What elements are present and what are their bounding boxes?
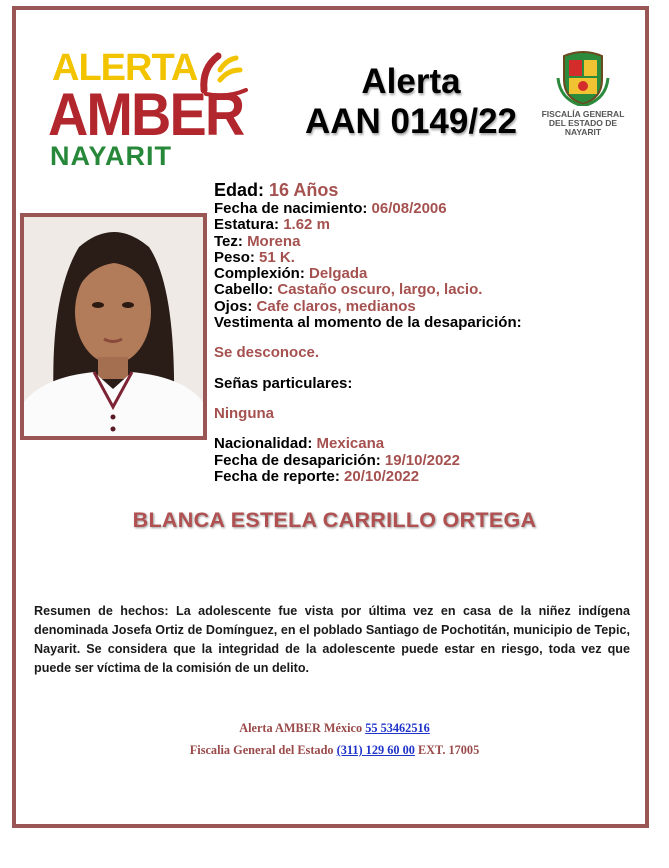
- crest-text: FISCALÍA GENERAL DEL ESTADO DE NAYARIT: [541, 109, 625, 137]
- detail-complexion: Complexión: Delgada: [214, 265, 368, 283]
- portrait-image: [24, 217, 203, 436]
- fiscalia-crest: [534, 50, 632, 140]
- detail-edad: Edad: 16 Años: [214, 180, 339, 200]
- detail-estatura: Estatura: 1.62 m: [214, 216, 330, 234]
- alert-code: AAN 0149/22: [304, 102, 518, 141]
- detail-vestimenta-value: Se desconoce.: [214, 344, 320, 362]
- detail-fecha-reporte: Fecha de reporte: 20/10/2022: [214, 467, 420, 485]
- logo-alerta-text: ALERTA: [52, 47, 198, 89]
- detail-peso: Peso: 51 K.: [214, 248, 295, 266]
- summary-of-facts: Resumen de hechos: La adolescente fue vista por última vez en casa de la niñez indígena denominada Josefa Ortiz de Domínguez, en el poblado Santiago de Pochotitán, municipio de Tepic, Nayarit. Se considera que la integridad de la adolescente puede estar en riesgo, toda vez que puede ser víctima de la comisión de un delito.: [34, 604, 630, 675]
- detail-cabello: Cabello: Castaño oscuro, largo, lacio.: [214, 281, 483, 299]
- fiscalia-phone-link[interactable]: (311) 129 60 00: [336, 743, 415, 757]
- footer-fiscalia-contact: Fiscalia General del Estado (311) 129 60 00 EXT. 17005: [189, 743, 480, 757]
- detail-senas-label: Señas particulares:: [214, 374, 353, 392]
- detail-tez: Tez: Morena: [214, 232, 301, 250]
- detail-nacionalidad: Nacionalidad: Mexicana: [214, 435, 385, 453]
- person-details: [214, 180, 654, 485]
- detail-ojos: Ojos: Cafe claros, medianos: [214, 297, 416, 315]
- amber-phone-link[interactable]: 55 53462516: [365, 721, 430, 735]
- footer-amber-contact: Alerta AMBER México 55 53462516: [239, 721, 430, 735]
- coat-of-arms-icon: [556, 50, 610, 106]
- detail-vestimenta-label: Vestimenta al momento de la desaparición:: [214, 314, 522, 332]
- detail-senas-value: Ninguna: [214, 404, 274, 422]
- alert-title: Alerta: [361, 62, 461, 101]
- logo-nayarit-text: NAYARIT: [50, 141, 173, 171]
- alert-header: [296, 62, 526, 142]
- logo-amber-text: AMBER: [48, 81, 244, 148]
- detail-fecha-nacimiento: Fecha de nacimiento: 06/08/2006: [214, 200, 447, 217]
- missing-person-photo: [20, 213, 207, 440]
- detail-fecha-desaparicion: Fecha de desaparición: 19/10/2022: [214, 451, 460, 469]
- alerta-amber-logo: [48, 48, 258, 172]
- missing-person-name: BLANCA ESTELA CARRILLO ORTEGA: [132, 508, 537, 532]
